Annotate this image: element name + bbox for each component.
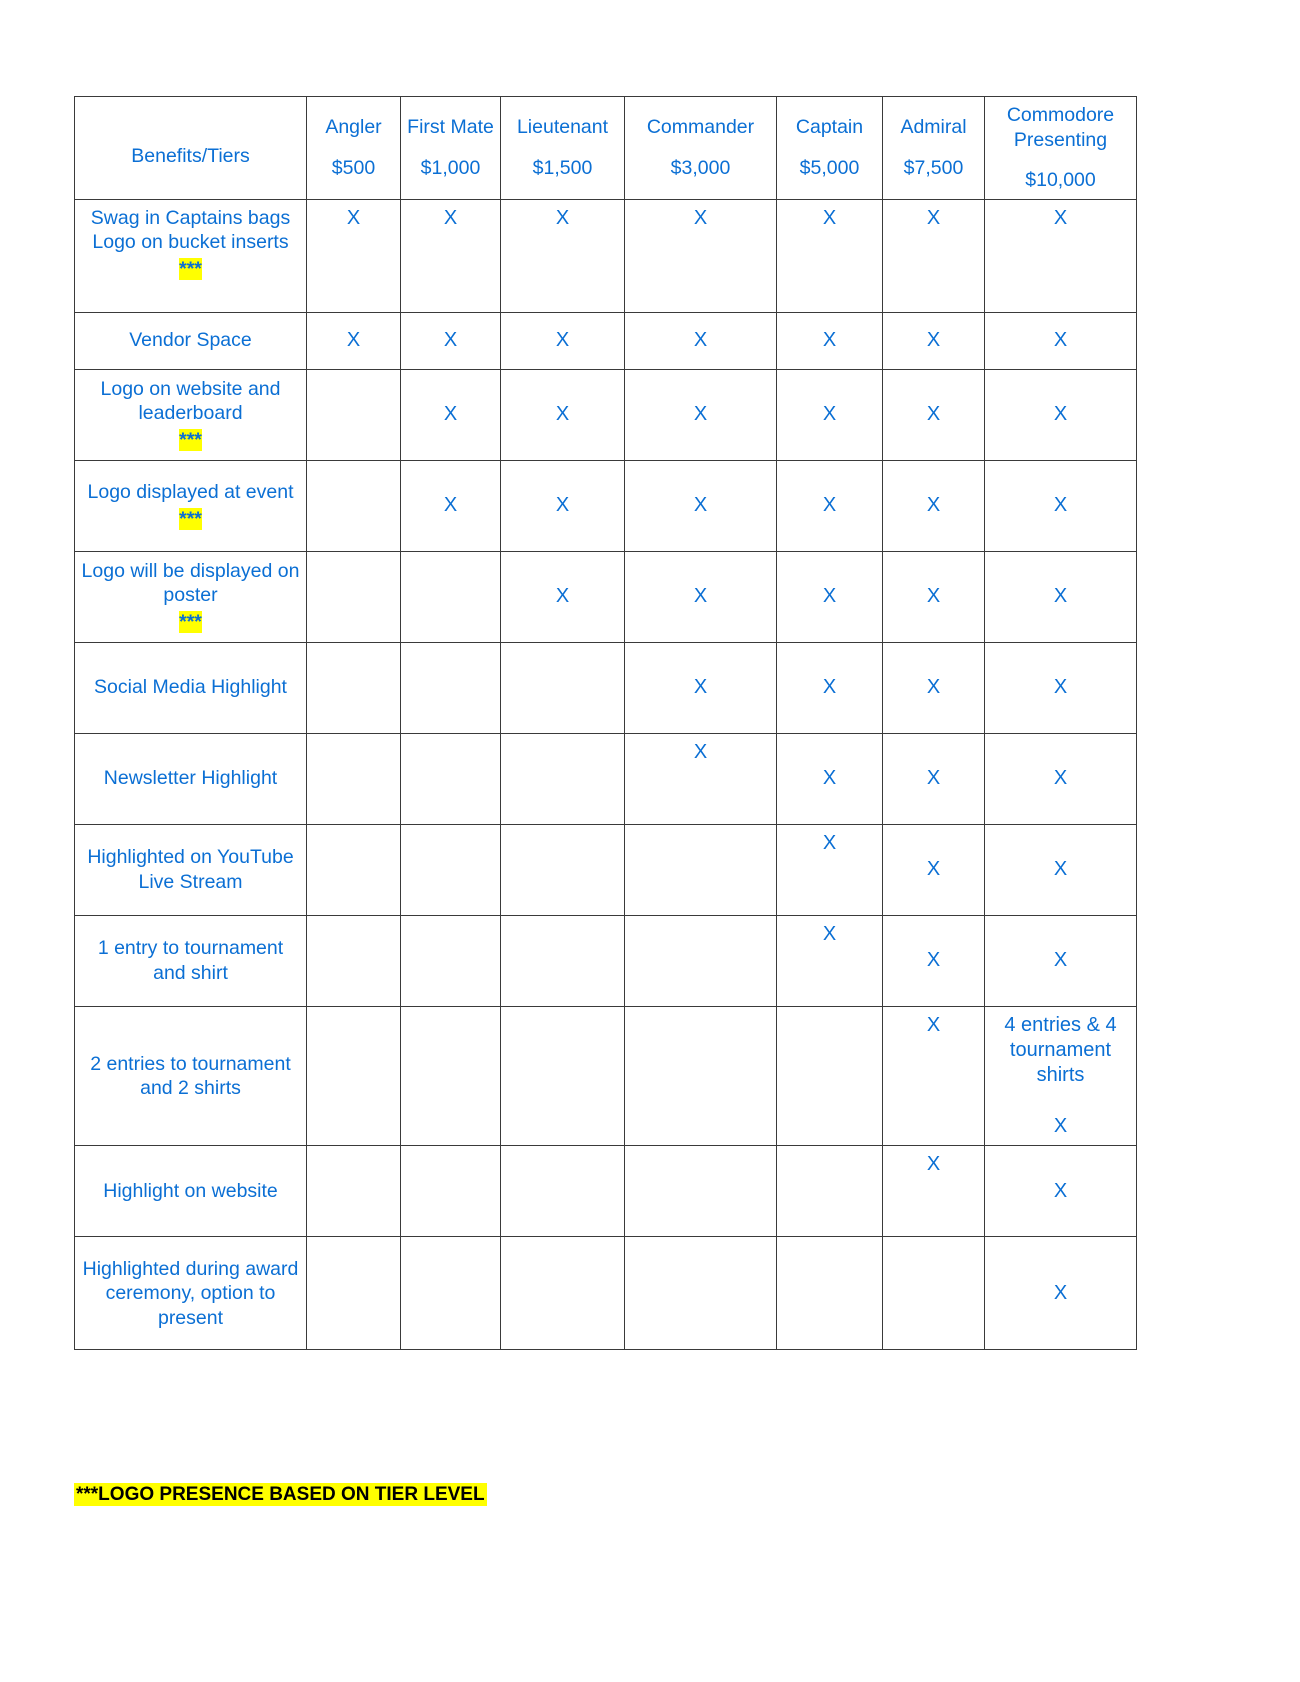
cell-admiral [883,1237,985,1350]
tier-name: Admiral [900,116,967,139]
tier-price: $1,000 [420,156,481,179]
header-tier-admiral [883,97,985,200]
cell-admiral: X [883,460,985,551]
benefit-text: Highlighted on YouTube Live Stream [87,846,294,893]
cell-admiral: X [883,369,985,460]
table-row [75,824,1137,915]
cell-commander: X [625,460,777,551]
cell-first-mate [401,1237,501,1350]
benefit-text: Logo on website and leaderboard [100,377,281,425]
cell-lieutenant [501,642,625,733]
cell-admiral: X [883,642,985,733]
cell-angler [307,915,401,1006]
footnote-marker: *** [179,610,202,633]
cell-captain: X [777,460,883,551]
table-row [75,642,1137,733]
header-tier-angler [307,97,401,200]
cell-commander: X [625,199,777,312]
cell-lieutenant: X [501,312,625,369]
cell-captain: X [777,733,883,824]
header-tier-captain [777,97,883,200]
table-row [75,312,1137,369]
cell-commander [625,824,777,915]
cell-captain [777,1006,883,1146]
cell-lieutenant: X [501,369,625,460]
cell-lieutenant [501,1006,625,1146]
cell-lieutenant: X [501,199,625,312]
footnote-highlight: ***LOGO PRESENCE BASED ON TIER LEVEL [76,1484,485,1505]
cell-captain: X [777,915,883,1006]
benefit-text: Highlighted during award ceremony, option to present [82,1257,299,1329]
benefit-label [75,642,307,733]
cell-lieutenant [501,1146,625,1237]
benefit-text: Highlight on website [103,1180,278,1203]
cell-commodore: X [985,824,1137,915]
cell-first-mate [401,824,501,915]
cell-angler [307,551,401,642]
benefit-label [75,312,307,369]
benefit-label [75,1237,307,1350]
benefit-text: 2 entries to tournament and 2 shirts [90,1052,291,1100]
tier-name: Angler [325,116,382,139]
footnote-marker: *** [179,428,202,451]
table-header-row [75,97,1137,200]
cell-angler: X [307,312,401,369]
cell-angler [307,460,401,551]
table-row [75,733,1137,824]
cell-captain: X [777,199,883,312]
header-corner-cell [75,97,307,200]
sponsorship-table-container [74,96,1126,1350]
cell-first-mate: X [401,199,501,312]
cell-admiral: X [883,551,985,642]
cell-admiral: X [883,824,985,915]
cell-commodore: X [985,915,1137,1006]
table-row [75,915,1137,1006]
benefit-text: Logo displayed at event [87,481,294,504]
cell-first-mate: X [401,369,501,460]
cell-commander: X [625,642,777,733]
cell-lieutenant [501,1237,625,1350]
table-row [75,369,1137,460]
cell-first-mate [401,642,501,733]
benefit-label [75,1146,307,1237]
tier-price: $7,500 [903,156,964,179]
cell-commodore: X [985,199,1137,312]
tier-price: $3,000 [670,156,731,179]
cell-first-mate: X [401,312,501,369]
cell-commander [625,915,777,1006]
cell-captain: X [777,824,883,915]
cell-commodore [985,1006,1137,1146]
table-row [75,1006,1137,1146]
tier-name: Commander [646,116,755,139]
header-tier-commander [625,97,777,200]
cell-commodore: X [985,369,1137,460]
cell-angler [307,642,401,733]
header-tier-lieutenant [501,97,625,200]
cell-first-mate [401,551,501,642]
footnote-text [74,1484,487,1506]
corner-label: Benefits/Tiers [131,144,250,167]
table-row [75,551,1137,642]
benefit-label [75,199,307,312]
footnote-marker: *** [179,507,202,530]
cell-angler [307,1006,401,1146]
cell-commander [625,1146,777,1237]
cell-admiral: X [883,1146,985,1237]
cell-lieutenant [501,733,625,824]
cell-commander: X [625,733,777,824]
tier-price: $5,000 [799,156,860,179]
cell-lieutenant: X [501,460,625,551]
cell-commodore: X [985,733,1137,824]
footnote-marker: *** [179,257,202,280]
benefit-label [75,460,307,551]
cell-angler [307,1237,401,1350]
cell-angler [307,1146,401,1237]
cell-admiral: X [883,915,985,1006]
benefit-text: 1 entry to tournament and shirt [97,937,284,984]
benefit-text: Swag in Captains bags Logo on bucket inserts [90,206,291,254]
cell-captain: X [777,642,883,733]
tier-name: Lieutenant [516,116,609,139]
cell-first-mate [401,1006,501,1146]
table-row [75,1146,1137,1237]
cell-captain: X [777,369,883,460]
cell-lieutenant: X [501,551,625,642]
table-row [75,460,1137,551]
cell-commodore: X [985,1237,1137,1350]
benefit-text: Newsletter Highlight [103,767,278,790]
cell-captain: X [777,551,883,642]
benefit-text: Social Media Highlight [94,676,287,699]
benefits-tiers-table [74,96,1137,1350]
cell-commander [625,1237,777,1350]
cell-commander [625,1006,777,1146]
cell-admiral: X [883,312,985,369]
cell-admiral: X [883,199,985,312]
cell-angler [307,733,401,824]
cell-commander: X [625,369,777,460]
benefit-label [75,551,307,642]
cell-commodore: X [985,551,1137,642]
cell-commander: X [625,312,777,369]
tier-name: Captain [795,116,864,139]
cell-admiral: X [883,733,985,824]
benefit-text: Logo will be displayed on poster [81,559,300,607]
cell-first-mate [401,733,501,824]
cell-first-mate [401,1146,501,1237]
cell-lieutenant [501,824,625,915]
cell-captain: X [777,312,883,369]
tier-price: $1,500 [532,156,593,179]
benefit-label [75,733,307,824]
cell-commodore: X [985,1146,1137,1237]
tier-price: $10,000 [1025,169,1096,192]
cell-commodore: X [985,460,1137,551]
cell-captain [777,1146,883,1237]
cell-commodore: X [985,642,1137,733]
tier-price: $500 [331,156,376,179]
cell-admiral: X [883,1006,985,1146]
table-row [75,1237,1137,1350]
cell-angler: X [307,199,401,312]
benefit-text: Vendor Space [129,329,252,352]
benefit-label [75,369,307,460]
cell-first-mate [401,915,501,1006]
cell-lieutenant [501,915,625,1006]
cell-angler [307,824,401,915]
tier-name: Commodore Presenting [1006,104,1115,151]
benefit-label [75,824,307,915]
cell-commodore-text: 4 entries & 4 tournament shirts [1004,1013,1117,1087]
cell-commodore-mark: X [1053,1115,1068,1138]
benefit-label [75,1006,307,1146]
cell-commander: X [625,551,777,642]
header-tier-commodore [985,97,1137,200]
cell-first-mate: X [401,460,501,551]
benefit-label [75,915,307,1006]
cell-captain [777,1237,883,1350]
table-row [75,199,1137,312]
header-tier-first-mate [401,97,501,200]
cell-angler [307,369,401,460]
tier-name: First Mate [407,116,494,139]
cell-commodore: X [985,312,1137,369]
